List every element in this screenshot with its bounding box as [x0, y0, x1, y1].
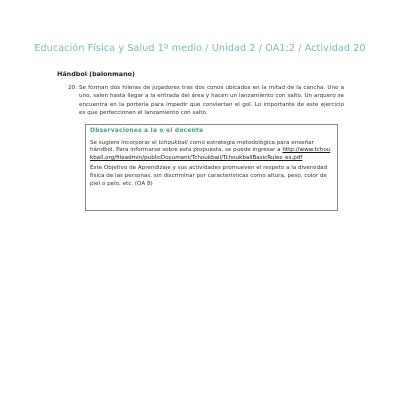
teacher-notes-paragraph-2: Este Objetivo de Aprendizaje y sus actividades promueven el respeto a la diversidad física de las personas, sin discriminar por características como altura, peso, color de piel o pelo, etc. (OA 8): [90, 165, 328, 187]
activity-number: 20.: [68, 85, 77, 91]
activity-text: Se forman dos hileras de jugadores tras dos conos ubicados en la mitad de la cancha. Uno a uno, salen hasta llegar a la entrada del área y hacen un lanzamiento con salto. Un arquero se encuentra en la portería para impedir que conviertan el gol. Lo importante de este ejercicio es que perfeccionen el lanzamiento con salto.: [79, 85, 344, 117]
teacher-notes-box: [85, 124, 338, 211]
page-title: Educación Física y Salud 1º medio / Unidad 2 / OA1;2 / Actividad 20: [34, 43, 366, 54]
teacher-notes-intro-rest: como estrategia metodológica para enseñar hándbol. Para informarse sobre esta propuesta, se puede ingresar a: [90, 139, 314, 154]
tchoukball-rules-link[interactable]: http://www.tchoukball.org/fileadmin/publicDocument/Tchoukball/TchoukballBasicRules_es.pdf: [90, 147, 331, 161]
activity-item: [68, 84, 344, 118]
teacher-notes-paragraph: [90, 140, 330, 161]
teacher-notes-intro: Se sugiere incorporar el: [90, 139, 159, 146]
section-heading: Hándbol (balonmano): [57, 70, 135, 78]
teacher-notes-title: Observaciones a la o el docente: [90, 128, 204, 134]
tchoukball-term: tchoukball: [158, 139, 188, 146]
